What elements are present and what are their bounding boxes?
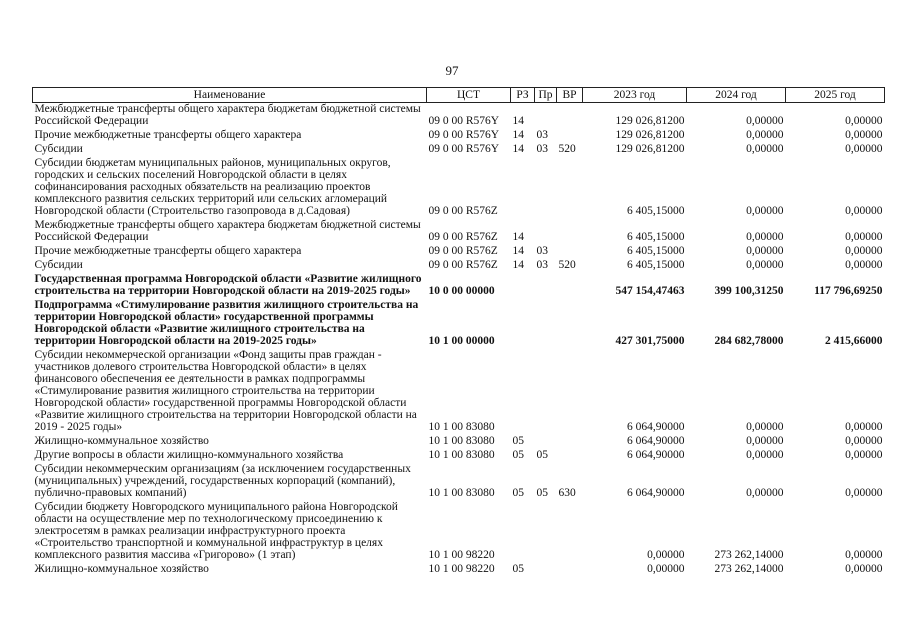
row-value-2023: 6 405,15000 bbox=[627, 245, 685, 257]
table-row bbox=[33, 103, 885, 130]
table-row bbox=[33, 563, 885, 577]
column-header-vr: ВР bbox=[557, 88, 583, 103]
row-value-2023: 6 405,15000 bbox=[627, 205, 685, 217]
row-rz-code: 14 bbox=[512, 143, 524, 155]
row-rz-code: 14 bbox=[512, 115, 524, 127]
row-value-2024: 399 100,31250 bbox=[714, 285, 784, 297]
row-name: Прочие межбюджетные трансферты общего характера bbox=[34, 245, 302, 257]
row-value-2023: 0,00000 bbox=[647, 549, 685, 561]
row-value-2025: 0,00000 bbox=[845, 143, 883, 155]
row-value-2024: 0,00000 bbox=[746, 129, 784, 141]
row-pr-code bbox=[535, 563, 557, 577]
row-name: Жилищно-коммунальное хозяйство bbox=[34, 563, 209, 575]
table-row bbox=[33, 299, 885, 349]
row-name: Другие вопросы в области жилищно-коммунального хозяйства bbox=[34, 449, 344, 461]
row-rz-code bbox=[511, 501, 535, 563]
row-name: Субсидии bbox=[34, 143, 83, 155]
row-rz-code bbox=[511, 157, 535, 219]
row-value-2023: 129 026,81200 bbox=[615, 115, 685, 127]
row-value-2025: 0,00000 bbox=[845, 115, 883, 127]
row-cst-code: 10 1 00 83080 bbox=[428, 487, 495, 499]
row-value-2025: 0,00000 bbox=[845, 487, 883, 499]
page-number: 97 bbox=[445, 63, 459, 78]
row-vr-code bbox=[557, 103, 583, 130]
row-value-2025: 0,00000 bbox=[845, 549, 883, 561]
row-vr-code bbox=[557, 219, 583, 245]
row-value-2024: 273 262,14000 bbox=[714, 549, 784, 561]
table-row bbox=[33, 219, 885, 245]
row-value-2025: 0,00000 bbox=[845, 231, 883, 243]
row-name: Прочие межбюджетные трансферты общего характера bbox=[34, 129, 302, 141]
row-pr-code bbox=[535, 349, 557, 435]
row-name: Государственная программа Новгородской области «Развитие жилищного строительства на территории Новгородской области на 2019-2025 годы» bbox=[34, 273, 422, 297]
row-vr-code bbox=[557, 349, 583, 435]
row-value-2024: 0,00000 bbox=[746, 435, 784, 447]
row-value-2024: 284 682,78000 bbox=[714, 335, 784, 347]
row-vr-code bbox=[557, 157, 583, 219]
row-rz-code: 05 bbox=[512, 449, 524, 461]
row-value-2024: 0,00000 bbox=[746, 231, 784, 243]
row-cst-code: 09 0 00 R576Y bbox=[428, 115, 500, 127]
row-rz-code: 14 bbox=[512, 129, 524, 141]
row-value-2025: 0,00000 bbox=[845, 563, 883, 575]
row-cst-code: 09 0 00 R576Z bbox=[428, 205, 498, 217]
row-pr-code bbox=[535, 501, 557, 563]
row-value-2025: 2 415,66000 bbox=[825, 335, 883, 347]
row-value-2025: 0,00000 bbox=[845, 435, 883, 447]
row-value-2023: 6 064,90000 bbox=[627, 421, 685, 433]
row-name: Субсидии некоммерческим организациям (за исключением государственных (муниципальных) учреждений, государственных корпораций (компаний), публично-правовых компаний) bbox=[34, 463, 411, 499]
row-name: Межбюджетные трансферты общего характера бюджетам бюджетной системы Российской Федерации bbox=[34, 219, 421, 243]
column-header-2024: 2024 год bbox=[687, 88, 786, 103]
row-cst-code: 10 0 00 00000 bbox=[428, 285, 495, 297]
row-value-2025: 0,00000 bbox=[845, 421, 883, 433]
row-pr-code: 03 bbox=[536, 259, 548, 271]
table-row bbox=[33, 463, 885, 501]
row-vr-code bbox=[557, 501, 583, 563]
row-vr-code bbox=[557, 129, 583, 143]
row-vr-code bbox=[557, 449, 583, 463]
budget-table bbox=[32, 87, 885, 577]
row-rz-code: 05 bbox=[512, 563, 524, 575]
column-header-pr: Пр bbox=[535, 88, 557, 103]
column-header-name: Наименование bbox=[33, 88, 427, 103]
row-vr-code: 520 bbox=[558, 143, 576, 155]
row-value-2023: 6 064,90000 bbox=[627, 487, 685, 499]
row-value-2024: 0,00000 bbox=[746, 259, 784, 271]
row-value-2023: 547 154,47463 bbox=[615, 285, 685, 297]
table-row bbox=[33, 273, 885, 299]
row-name: Межбюджетные трансферты общего характера бюджетам бюджетной системы Российской Федерации bbox=[34, 103, 421, 127]
row-value-2025: 0,00000 bbox=[845, 205, 883, 217]
column-header-cst: ЦСТ bbox=[427, 88, 511, 103]
row-cst-code: 10 1 00 83080 bbox=[428, 421, 495, 433]
row-pr-code bbox=[535, 219, 557, 245]
row-name: Жилищно-коммунальное хозяйство bbox=[34, 435, 209, 447]
row-value-2024: 273 262,14000 bbox=[714, 563, 784, 575]
row-rz-code bbox=[511, 273, 535, 299]
row-rz-code bbox=[511, 299, 535, 349]
row-value-2023: 129 026,81200 bbox=[615, 129, 685, 141]
row-pr-code: 03 bbox=[536, 129, 548, 141]
table-row bbox=[33, 435, 885, 449]
table-row bbox=[33, 129, 885, 143]
row-value-2024: 0,00000 bbox=[746, 449, 784, 461]
row-value-2025: 0,00000 bbox=[845, 245, 883, 257]
row-value-2025: 0,00000 bbox=[845, 259, 883, 271]
row-cst-code: 09 0 00 R576Y bbox=[428, 143, 500, 155]
table-row bbox=[33, 259, 885, 273]
row-value-2023: 129 026,81200 bbox=[615, 143, 685, 155]
row-value-2024: 0,00000 bbox=[746, 115, 784, 127]
row-cst-code: 10 1 00 83080 bbox=[428, 449, 495, 461]
row-value-2023: 6 064,90000 bbox=[627, 449, 685, 461]
row-cst-code: 09 0 00 R576Z bbox=[428, 259, 498, 271]
table-body bbox=[33, 103, 885, 578]
column-header-2023: 2023 год bbox=[583, 88, 687, 103]
table-row bbox=[33, 157, 885, 219]
row-pr-code bbox=[535, 299, 557, 349]
row-pr-code: 03 bbox=[536, 143, 548, 155]
table-row bbox=[33, 449, 885, 463]
row-value-2024: 0,00000 bbox=[746, 487, 784, 499]
row-cst-code: 10 1 00 83080 bbox=[428, 435, 495, 447]
row-cst-code: 09 0 00 R576Z bbox=[428, 245, 498, 257]
row-cst-code: 09 0 00 R576Z bbox=[428, 231, 498, 243]
row-vr-code: 630 bbox=[558, 487, 576, 499]
row-value-2023: 0,00000 bbox=[647, 563, 685, 575]
row-name: Подпрограмма «Стимулирование развития жилищного строительства на территории Новгородской области» государственной программы Новгородской области «Развитие жилищного строительства на территории Новгородской области на 2019-2025 годы» bbox=[34, 299, 419, 347]
row-value-2024: 0,00000 bbox=[746, 143, 784, 155]
row-vr-code bbox=[557, 563, 583, 577]
row-name: Субсидии bbox=[34, 259, 83, 271]
row-vr-code bbox=[557, 273, 583, 299]
table-row bbox=[33, 501, 885, 563]
row-rz-code: 14 bbox=[512, 245, 524, 257]
row-rz-code bbox=[511, 349, 535, 435]
row-value-2024: 0,00000 bbox=[746, 421, 784, 433]
row-cst-code: 10 1 00 98220 bbox=[428, 549, 495, 561]
row-pr-code bbox=[535, 273, 557, 299]
row-value-2025: 117 796,69250 bbox=[814, 285, 883, 297]
row-pr-code: 05 bbox=[536, 449, 548, 461]
row-pr-code bbox=[535, 435, 557, 449]
row-value-2025: 0,00000 bbox=[845, 449, 883, 461]
table-row bbox=[33, 245, 885, 259]
row-value-2024: 0,00000 bbox=[746, 205, 784, 217]
row-pr-code: 05 bbox=[536, 487, 548, 499]
row-pr-code bbox=[535, 103, 557, 130]
row-cst-code: 09 0 00 R576Y bbox=[428, 129, 500, 141]
table-row bbox=[33, 349, 885, 435]
row-rz-code: 05 bbox=[512, 487, 524, 499]
column-header-rz: РЗ bbox=[511, 88, 535, 103]
row-vr-code bbox=[557, 435, 583, 449]
row-vr-code bbox=[557, 245, 583, 259]
column-header-2025: 2025 год bbox=[786, 88, 885, 103]
row-name: Субсидии бюджету Новгородского муниципального района Новгородской области на осуществление мер по технологическому присоединению к электросетям в рамках реализации инфраструктурного проекта «Строительство транспортной и коммунальной инфраструктур в целях комплексного развития массива «Григорово» (1 этап) bbox=[34, 501, 398, 561]
row-name: Субсидии некоммерческой организации «Фонд защиты прав граждан - участников долевого строительства Новгородской области» в целях финансового обеспечения ее деятельности в рамках подпрограммы «Стимулирование развития жилищного строительства на территории Новгородской области» государственной программы Новгородской области «Развитие жилищного строительства на территории Новгородской области на 2019 - 2025 годы» bbox=[34, 349, 417, 433]
row-pr-code bbox=[535, 157, 557, 219]
row-vr-code bbox=[557, 299, 583, 349]
row-name: Субсидии бюджетам муниципальных районов, муниципальных округов, городских и сельских поселений Новгородской области в целях софинансирования расходных обязательств на реализацию проектов комплексного развития сельских территорий или сельских агломераций Новгородской области (Строительство газопровода в д.Садовая) bbox=[34, 157, 391, 217]
row-pr-code: 03 bbox=[536, 245, 548, 257]
row-rz-code: 14 bbox=[512, 259, 524, 271]
row-value-2024: 0,00000 bbox=[746, 245, 784, 257]
row-cst-code: 10 1 00 98220 bbox=[428, 563, 495, 575]
row-rz-code: 05 bbox=[512, 435, 524, 447]
row-vr-code: 520 bbox=[558, 259, 576, 271]
row-cst-code: 10 1 00 00000 bbox=[428, 335, 495, 347]
table-header-row bbox=[33, 88, 885, 103]
table-row bbox=[33, 143, 885, 157]
row-value-2023: 6 405,15000 bbox=[627, 231, 685, 243]
row-value-2023: 6 405,15000 bbox=[627, 259, 685, 271]
row-value-2025: 0,00000 bbox=[845, 129, 883, 141]
row-value-2023: 6 064,90000 bbox=[627, 435, 685, 447]
row-rz-code: 14 bbox=[512, 231, 524, 243]
row-value-2023: 427 301,75000 bbox=[615, 335, 685, 347]
